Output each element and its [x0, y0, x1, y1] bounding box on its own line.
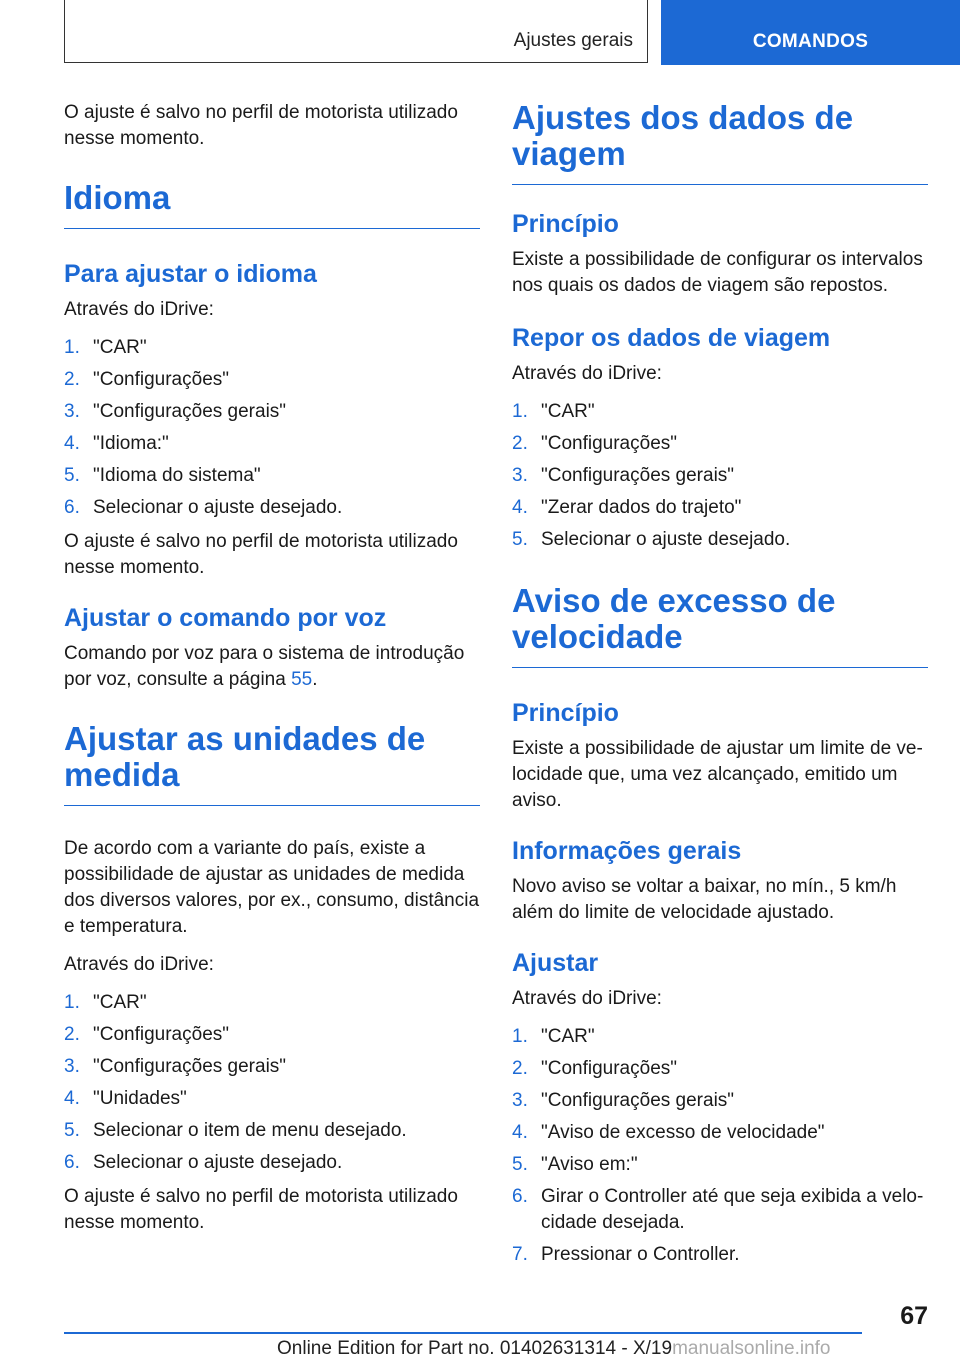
- subheading-principio-aviso: Princípio: [512, 699, 619, 727]
- unidades-note: O ajuste é salvo no perfil de motorista utilizado nesse momento.: [64, 1186, 458, 1233]
- list-item: 6. Selecionar o ajuste desejado.: [64, 1152, 343, 1173]
- list-item: 2. "Configurações": [512, 1058, 678, 1079]
- unidades-steps: [64, 990, 480, 1176]
- right-column: [512, 100, 928, 1276]
- list-item: 6. Girar o Controller até que seja exibida a velocidade desejada.: [512, 1186, 924, 1233]
- list-item: 3. "Configurações gerais": [512, 1090, 735, 1111]
- list-item: 2. "Configurações": [64, 1024, 230, 1045]
- list-item: 5. Selecionar o item de menu desejado.: [64, 1120, 407, 1141]
- intro-paragraph: O ajuste é salvo no perfil de motorista utilizado nesse momento.: [64, 102, 458, 149]
- list-item: 7. Pressionar o Controller.: [512, 1244, 740, 1265]
- page-ref-link[interactable]: 55: [291, 669, 313, 690]
- ajustar-via: Através do iDrive:: [512, 988, 662, 1009]
- info-text: Novo aviso se voltar a baixar, no mín., 5 km/h além do limite de velocidade ajustado.: [512, 876, 897, 923]
- unidades-paragraph: De acordo com a variante do país, existe a possibilidade de ajustar as unidades de medida dos diversos valores, por ex., consumo, distância e temperatura.: [64, 838, 480, 937]
- list-item: 5. "Idioma do sistema": [64, 465, 261, 486]
- header-section-title: Ajustes gerais: [513, 30, 633, 51]
- principio-dados-text: Existe a possibilidade de configurar os intervalos nos quais os dados de viagem são repostos.: [512, 249, 923, 296]
- subheading-informacoes-gerais: Informações gerais: [512, 837, 742, 865]
- list-item: 3. "Configurações gerais": [512, 465, 735, 486]
- idioma-note: O ajuste é salvo no perfil de motorista utilizado nesse momento.: [64, 531, 458, 578]
- list-item: 2. "Configurações": [512, 433, 678, 454]
- list-item: 1. "CAR": [512, 1026, 595, 1047]
- idioma-via: Através do iDrive:: [64, 299, 214, 320]
- list-item: 4. "Idioma:": [64, 433, 169, 454]
- subheading-comando-voz: Ajustar o comando por voz: [64, 604, 387, 632]
- heading-aviso-velocidade: Aviso de excesso de velocidade: [512, 583, 928, 668]
- list-item: 4. "Aviso de excesso de velocidade": [512, 1122, 825, 1143]
- principio-aviso-text: Existe a possibilidade de ajustar um limite de velocidade que, uma vez alcançado, emitido um aviso.: [512, 738, 923, 811]
- left-column: [64, 100, 480, 1248]
- list-item: 5. "Aviso em:": [512, 1154, 638, 1175]
- voz-paragraph: Comando por voz para o sistema de introdução por voz, consulte a página 55.: [64, 643, 465, 690]
- subheading-ajustar: Ajustar: [512, 949, 599, 977]
- idioma-steps: [64, 335, 480, 521]
- list-item: 6. Selecionar o ajuste desejado.: [64, 497, 343, 518]
- subheading-repor-dados: Repor os dados de viagem: [512, 324, 831, 352]
- list-item: 1. "CAR": [64, 337, 147, 358]
- list-item: 4. "Unidades": [64, 1088, 187, 1109]
- watermark: manualsonline.info: [672, 1338, 831, 1359]
- list-item: 3. "Configurações gerais": [64, 1056, 287, 1077]
- heading-unidades-medida: Ajustar as unidades de medida: [64, 721, 480, 806]
- subheading-principio-dados: Princípio: [512, 210, 619, 238]
- list-item: 1. "CAR": [512, 401, 595, 422]
- list-item: 3. "Configurações gerais": [64, 401, 287, 422]
- header-section-box: [64, 0, 648, 63]
- heading-idioma: Idioma: [64, 180, 480, 229]
- unidades-via: Através do iDrive:: [64, 954, 214, 975]
- heading-dados-viagem: Ajustes dos dados de viagem: [512, 100, 928, 185]
- page-number: 67: [900, 1302, 928, 1330]
- footer-edition: Online Edition for Part no. 01402631314 - X/19manualsonline.info: [277, 1338, 831, 1359]
- list-item: 1. "CAR": [64, 992, 147, 1013]
- list-item: 4. "Zerar dados do trajeto": [512, 497, 742, 518]
- ajustar-steps: [512, 1024, 928, 1268]
- subheading-para-ajustar-idioma: Para ajustar o idioma: [64, 260, 317, 288]
- repor-steps: [512, 399, 928, 553]
- list-item: 5. Selecionar o ajuste desejado.: [512, 529, 791, 550]
- header-chapter-tab: COMANDOS: [661, 0, 960, 65]
- list-item: 2. "Configurações": [64, 369, 230, 390]
- footer-divider: [64, 1332, 862, 1334]
- repor-via: Através do iDrive:: [512, 363, 662, 384]
